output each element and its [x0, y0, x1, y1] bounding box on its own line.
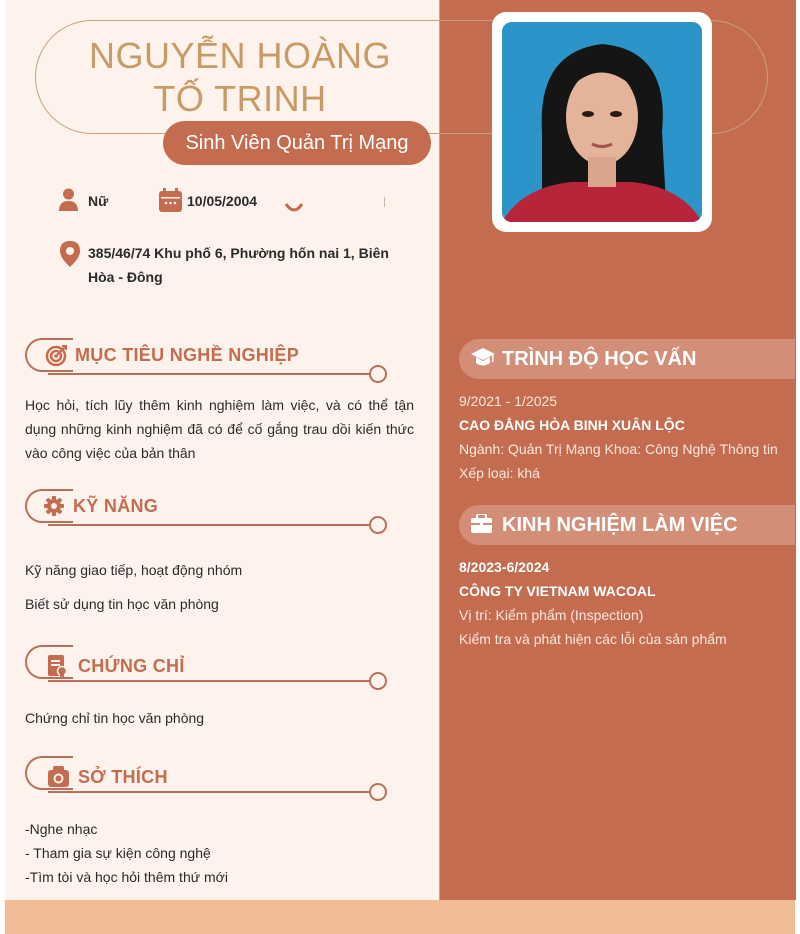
skill-item: Kỹ năng giao tiếp, hoạt động nhóm	[25, 562, 243, 578]
gender-value: Nữ	[88, 193, 109, 209]
hobby-item: - Tham gia sự kiện công nghệ	[25, 845, 211, 861]
user-icon	[59, 188, 78, 217]
experience-period: 8/2023-6/2024	[459, 559, 550, 575]
section-knob	[369, 516, 387, 534]
calendar-icon	[159, 188, 182, 217]
education-school: CAO ĐẲNG HÒA BINH XUÂN LỘC	[459, 417, 685, 433]
location-icon	[60, 241, 80, 272]
dob-value: 10/05/2004	[187, 193, 258, 209]
experience-position: Vị trí: Kiểm phẩm (Inspection)	[459, 607, 644, 623]
section-underline	[48, 791, 370, 793]
education-title: TRÌNH ĐỘ HỌC VẤN	[502, 348, 697, 370]
gear-icon	[44, 496, 64, 521]
hobby-item: -Tìm tòi và học hỏi thêm thứ mới	[25, 869, 228, 885]
certificate-icon	[48, 655, 67, 683]
section-knob	[369, 672, 387, 690]
education-major: Ngành: Quản Trị Mạng Khoa: Công Nghệ Thông tin	[459, 441, 778, 457]
certificates-title: CHỨNG CHỈ	[78, 656, 185, 676]
full-name: NGUYỄN HOÀNG TỐ TRINH	[88, 35, 392, 119]
decorative-half-dot	[285, 200, 303, 218]
target-icon	[45, 345, 67, 372]
objective-text: Học hỏi, tích lũy thêm kinh nghiệm làm việc, và có thể tận dụng những kinh nghiệm đã có để cố gắng trau dồi kiến thức vào công việc của bản thân	[25, 397, 414, 461]
hobbies-title: SỞ THÍCH	[78, 767, 168, 787]
camera-icon	[48, 766, 69, 792]
section-knob	[369, 783, 387, 801]
profile-photo	[502, 22, 702, 222]
experience-description: Kiểm tra và phát hiện các lỗi của sản phẩm	[459, 631, 727, 647]
experience-company: CÔNG TY VIETNAM WACOAL	[459, 583, 656, 599]
skills-title: KỸ NĂNG	[73, 496, 159, 516]
section-underline	[48, 524, 370, 526]
section-underline	[48, 373, 370, 375]
education-grade: Xếp loại: khá	[459, 465, 540, 481]
hobby-item: -Nghe nhạc	[25, 821, 98, 837]
certificate-item: Chứng chỉ tin học văn phòng	[25, 710, 205, 726]
briefcase-icon	[471, 514, 492, 538]
section-knob	[369, 365, 387, 383]
photo-frame	[492, 12, 712, 232]
education-period: 9/2021 - 1/2025	[459, 393, 558, 409]
role-badge: Sinh Viên Quản Trị Mạng	[163, 121, 431, 165]
objective-title: MỤC TIÊU NGHỀ NGHIỆP	[75, 345, 300, 365]
graduation-cap-icon	[471, 348, 495, 373]
section-underline	[48, 680, 370, 682]
skill-item: Biết sử dụng tin học văn phòng	[25, 596, 219, 612]
divider	[384, 197, 385, 207]
footer-bar	[5, 900, 795, 934]
experience-title: KINH NGHIỆM LÀM VIỆC	[502, 514, 738, 536]
address-value: 385/46/74 Khu phố 6, Phường hốn nai 1, Biên Hòa - Đông	[88, 245, 389, 285]
